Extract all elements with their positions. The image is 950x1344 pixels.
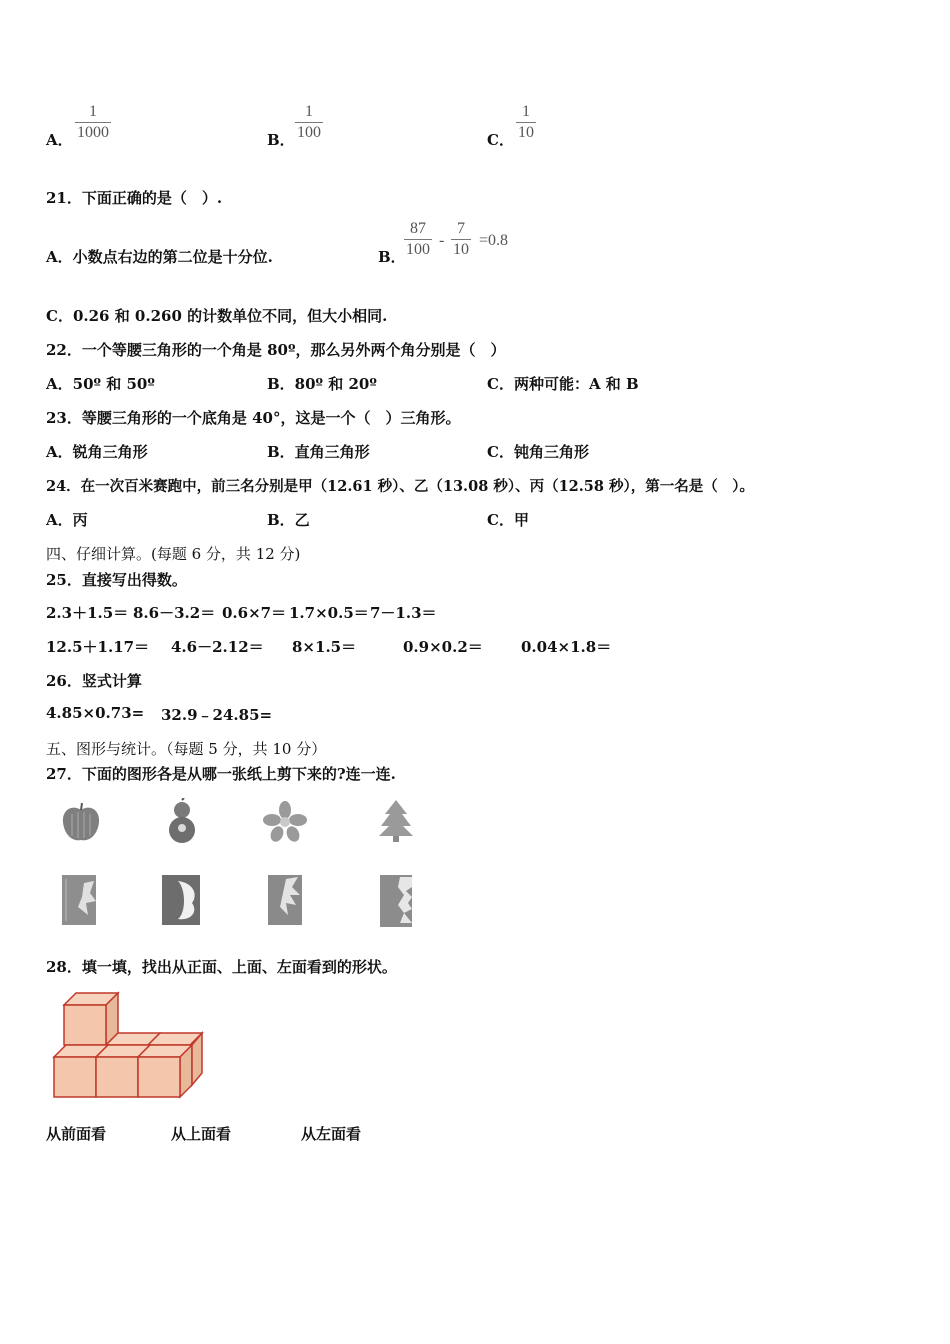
q22-option-a: A．50º 和 50º (46, 375, 155, 393)
q20-option-c-letter: C． (487, 131, 514, 149)
q21-result: =0.8 (479, 232, 509, 249)
q20-option-c-denominator: 10 (518, 124, 534, 141)
q24-option-c: C．甲 (487, 511, 529, 529)
q22-option-c: C．两种可能：A 和 B (487, 375, 639, 393)
q20-option-c-numerator: 1 (522, 103, 530, 120)
q25-row2-item5: 0.04×1.8＝ (521, 638, 612, 656)
q23-option-b: B．直角三角形 (267, 443, 370, 461)
q27-stem: 27．下面的图形各是从哪一张纸上剪下来的?连一连. (46, 765, 396, 783)
q21-option-b-letter: B． (378, 248, 406, 266)
paper-sheet-3-icon (266, 873, 304, 927)
q25-row1-item1: 2.3＋1.5＝ (46, 604, 129, 622)
q22-stem: 22．一个等腰三角形的一个角是 80º，那么另外两个角分别是（ ） (46, 341, 506, 359)
q28-stem: 28．填一填，找出从正面、上面、左面看到的形状。 (46, 958, 397, 976)
q24-stem: 24．在一次百米赛跑中，前三名分别是甲（12.61 秒）、乙（13.08 秒）、丙（12.58 秒），第一名是（ ）。 (46, 478, 755, 495)
paper-sheet-1-icon (60, 873, 98, 927)
q25-row1-item2: 8.6－3.2＝ (133, 604, 216, 622)
q21-minus-sign: - (439, 232, 445, 249)
q24-option-b: B．乙 (267, 511, 310, 529)
gourd-cutout-icon (162, 798, 202, 846)
q20-option-a-fraction (75, 102, 111, 143)
q26-item-1: 4.85×0.73= (46, 704, 145, 722)
q21-fraction-2-denominator: 10 (453, 241, 469, 258)
q21-option-b-fraction-1 (404, 219, 432, 260)
q20-option-b-denominator: 100 (297, 124, 321, 141)
q25-row1-item4: 1.7×0.5＝ (289, 604, 369, 622)
cube-stack-figure (46, 985, 206, 1100)
view-top-label: 从上面看 (171, 1125, 232, 1143)
q25-row2-item4: 0.9×0.2＝ (403, 638, 483, 656)
q25-row1-item5: 7－1.3＝ (370, 604, 437, 622)
q21-fraction-2-numerator: 7 (457, 220, 465, 237)
q20-option-c-fraction (516, 102, 536, 143)
q21-option-c: C．0.26 和 0.260 的计数单位不同，但大小相同. (46, 307, 388, 325)
q20-option-b-numerator: 1 (305, 103, 313, 120)
q20-option-b-letter: B． (267, 131, 295, 149)
q25-row2-item2: 4.6－2.12＝ (171, 638, 264, 656)
q25-row1-item3: 0.6×7＝ (222, 604, 287, 622)
apple-cutout-icon (58, 800, 104, 846)
view-front-label: 从前面看 (46, 1125, 107, 1143)
flower-cutout-icon (262, 800, 308, 844)
tree-cutout-icon (375, 798, 417, 844)
q22-option-b: B．80º 和 20º (267, 375, 377, 393)
q20-option-a-denominator: 1000 (77, 124, 109, 141)
q25-stem: 25．直接写出得数。 (46, 571, 187, 589)
paper-sheet-2-icon (160, 873, 202, 927)
q24-option-a: A．丙 (46, 511, 88, 529)
q20-option-a-letter: A． (46, 131, 73, 149)
section-4-heading: 四、仔细计算。(每题 6 分，共 12 分) (46, 545, 301, 563)
q25-row2-item3: 8×1.5＝ (292, 638, 357, 656)
q26-stem: 26．竖式计算 (46, 672, 142, 690)
q20-option-b-fraction (295, 102, 323, 143)
q21-fraction-1-numerator: 87 (410, 220, 426, 237)
q23-option-a: A．锐角三角形 (46, 443, 148, 461)
q23-option-c: C．钝角三角形 (487, 443, 589, 461)
q21-stem: 21．下面正确的是（ ）. (46, 189, 223, 207)
q21-option-b-fraction-2 (451, 219, 471, 260)
q23-stem: 23．等腰三角形的一个底角是 40°，这是一个（ ）三角形。 (46, 409, 461, 427)
q21-fraction-1-denominator: 100 (406, 241, 430, 258)
view-left-label: 从左面看 (301, 1125, 362, 1143)
q25-row2-item1: 12.5＋1.17＝ (46, 638, 150, 656)
q26-item-2: 32.9﹣24.85= (161, 706, 273, 724)
paper-sheet-4-icon (378, 873, 414, 929)
q20-option-a-numerator: 1 (89, 103, 97, 120)
section-5-heading: 五、图形与统计。（每题 5 分，共 10 分） (46, 740, 327, 758)
q21-option-a: A．小数点右边的第二位是十分位. (46, 248, 273, 266)
